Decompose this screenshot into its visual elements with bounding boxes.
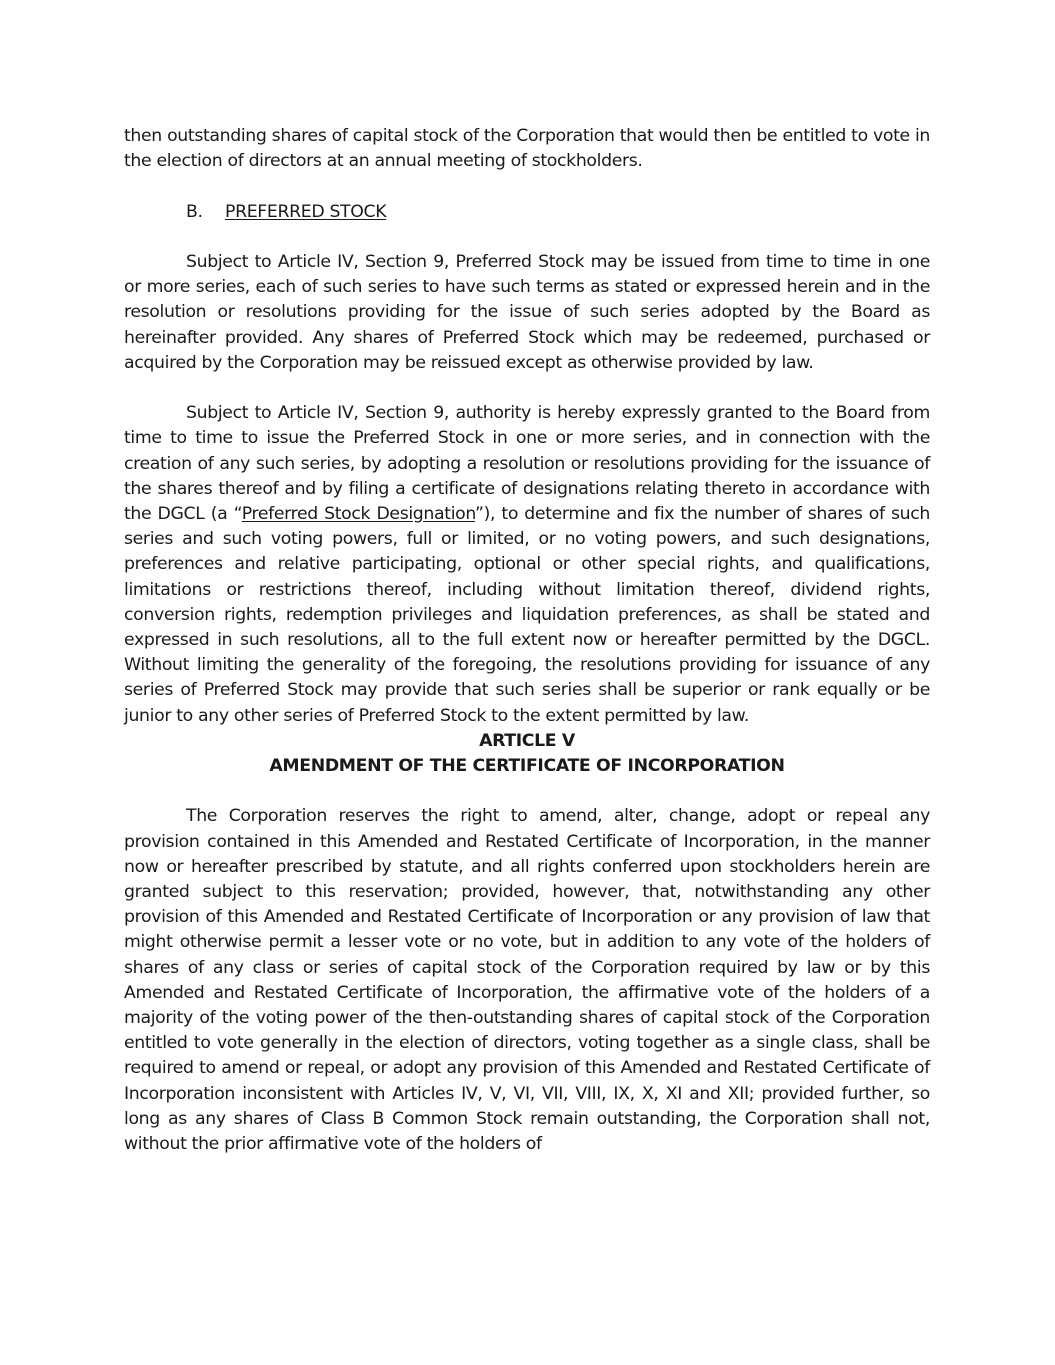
paragraph-2-text-before: Subject to Article IV, Section 9, authority is hereby expressly granted to the Board from time to time to issue the Preferred Stock in one or more series, and in connection with the creation of any such series, by adopting a resolution or resolutions providing for the issuance of the shares thereof and by filing a certificate of designations relating thereto in accordance with the DGCL (a “: [124, 403, 930, 524]
section-b-title: PREFERRED STOCK: [225, 201, 387, 222]
defined-term-preferred-stock-designation: Preferred Stock Designation: [241, 504, 476, 524]
article-v-label: ARTICLE V: [479, 730, 575, 751]
article-v-title: AMENDMENT OF THE CERTIFICATE OF INCORPORATION: [269, 756, 785, 777]
section-b-letter: B.: [186, 201, 203, 222]
document-body: [124, 124, 930, 1157]
section-b-heading: [124, 200, 930, 225]
paragraph-2-text-after: ”), to determine and fix the number of shares of such series and such voting powers, full or limited, or no voting powers, and such designations, preferences and relative participating, optional or other special rights, and qualifications, limitations or restrictions thereof, including without limitation thereof, dividend rights, conversion rights, redemption privileges and liquidation preferences, as shall be stated and expressed in such resolutions, all to the full extent now or hereafter permitted by the DGCL. Without limiting the generality of the foregoing, the resolutions providing for issuance of any series of Preferred Stock may provide that such series shall be superior or rank equally or be junior to any other series of Preferred Stock to the extent permitted by law.: [124, 504, 931, 726]
article-v-paragraph: The Corporation reserves the right to amend, alter, change, adopt or repeal any provision contained in this Amended and Restated Certificate of Incorporation, in the manner now or hereafter prescribed by statute, and all rights conferred upon stockholders herein are granted subject to this reservation; provided, however, that, notwithstanding any other provision of this Amended and Restated Certificate of Incorporation or any provision of law that might otherwise permit a lesser vote or no vote, but in addition to any vote of the holders of shares of any class or series of capital stock of the Corporation required by law or by this Amended and Restated Certificate of Incorporation, the affirmative vote of the holders of a majority of the voting power of the then-outstanding shares of capital stock of the Corporation entitled to vote generally in the election of directors, voting together as a single class, shall be required to amend or repeal, or adopt any provision of this Amended and Restated Certificate of Incorporation inconsistent with Articles IV, V, VI, VII, VIII, IX, X, XI and XII; provided further, so long as any shares of Class B Common Stock remain outstanding, the Corporation shall not, without the prior affirmative vote of the holders of: [124, 806, 930, 1155]
preferred-stock-paragraph-1: Subject to Article IV, Section 9, Preferred Stock may be issued from time to time in one or more series, each of such series to have such terms as stated or expressed herein and in the resolution or resolutions providing for the issue of such series adopted by the Board as hereinafter provided. Any shares of Preferred Stock which may be redeemed, purchased or acquired by the Corporation may be reissued except as otherwise provided by law.: [124, 251, 930, 373]
preferred-stock-paragraph-2: [124, 401, 930, 729]
carryover-paragraph: then outstanding shares of capital stock of the Corporation that would then be entitled to vote in the election of directors at an annual meeting of stockholders.: [124, 126, 930, 172]
